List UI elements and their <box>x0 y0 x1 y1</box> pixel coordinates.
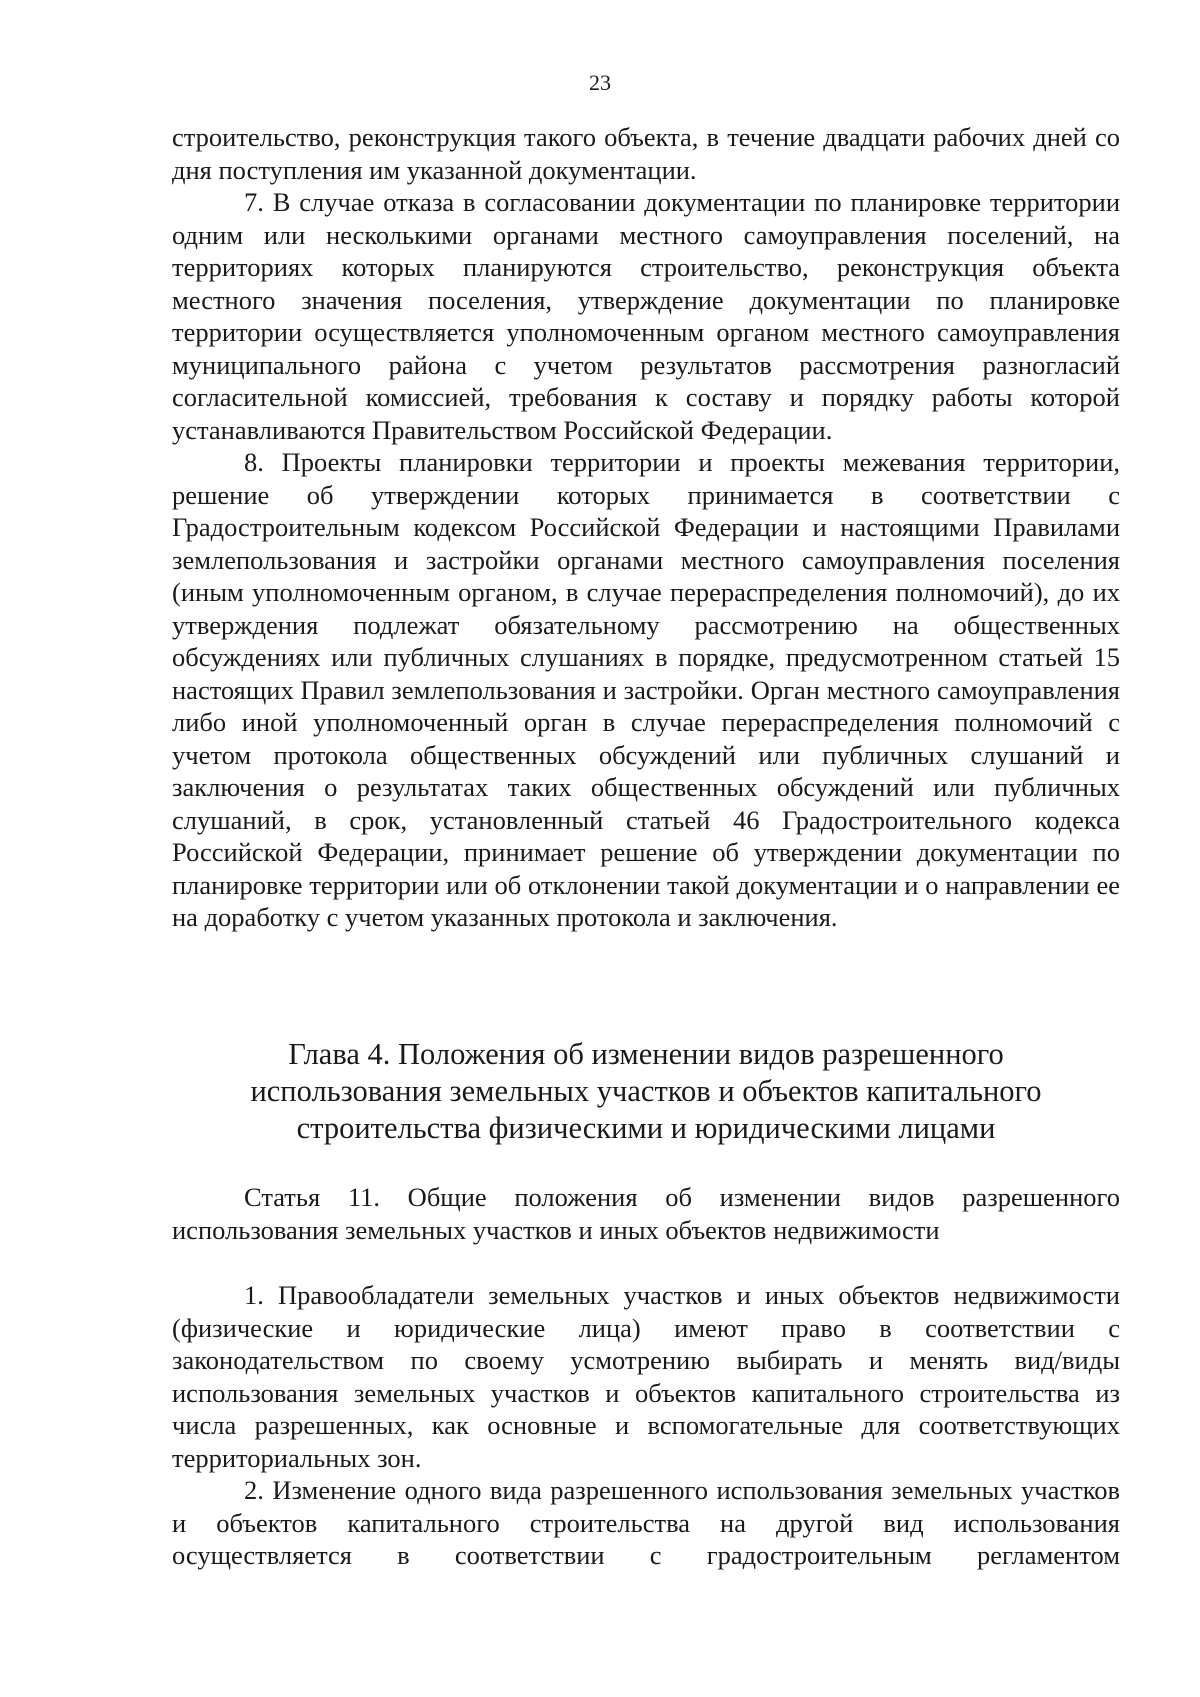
chapter-heading-line-2: использования земельных участков и объектов капитального <box>250 1074 1042 1108</box>
chapter-heading-line-1: Глава 4. Положения об изменении видов разрешенного <box>288 1037 1004 1071</box>
paragraph-8: 8. Проекты планировки территории и проекты межевания территории, решение об утверждении которых принимается в соответствии с Градостроительным кодексом Российской Федерации и настоящими Правилами землепользования и застройки органами местного самоуправления поселения (иным уполномоченным органом, в случае перераспределения полномочий), до их утверждения подлежат обязательному рассмотрению на общественных обсуждениях или публичных слушаниях в порядке, предусмотренном статьей 15 настоящих Правил землепользования и застройки. Орган местного самоуправления либо иной уполномоченный орган в случае перераспределения полномочий с учетом протокола общественных обсуждений или публичных слушаний и заключения о результатах таких общественных обсуждений или публичных слушаний, в срок, установленный статьей 46 Градостроительного кодекса Российской Федерации, принимает решение об утверждении документации по планировке территории или об отклонении такой документации и о направлении ее на доработку с учетом указанных протокола и заключения. <box>172 447 1120 932</box>
body-text-bottom <box>172 1279 1120 1572</box>
article-heading: Статья 11. Общие положения об изменении видов разрешенного использования земельных участков и иных объектов недвижимости <box>172 1182 1120 1245</box>
chapter-heading <box>172 1036 1120 1147</box>
paragraph-7: 7. В случае отказа в согласовании документации по планировке территории одним или несколькими органами местного самоуправления поселений, на территориях которых планируются строительство, реконструкция объекта местного значения поселения, утверждение документации по планировке территории осуществляется уполномоченным органом местного самоуправления муниципального района с учетом результатов рассмотрения разногласий согласительной комиссией, требования к составу и порядку работы которой устанавливаются Правительством Российской Федерации. <box>172 187 1120 445</box>
paragraph-continuation: строительство, реконструкция такого объекта, в течение двадцати рабочих дней со дня поступления им указанной документации. <box>172 122 1120 185</box>
page-number: 23 <box>589 70 611 95</box>
paragraph-article-1: 1. Правообладатели земельных участков и иных объектов недвижимости (физические и юридические лица) имеют право в соответствии с законодательством по своему усмотрению выбирать и менять вид/виды использования земельных участков и объектов капитального строительства из числа разрешенных, как основные и вспомогательные для соответствующих территориальных зон. <box>172 1280 1120 1473</box>
chapter-heading-line-3: строительства физическими и юридическими лицами <box>296 1111 996 1145</box>
body-text-top <box>172 121 1120 934</box>
paragraph-article-2: 2. Изменение одного вида разрешенного использования земельных участков и объектов капитального строительства на другой вид использования осуществляется в соответствии с градостроительным регламентом <box>172 1475 1120 1570</box>
